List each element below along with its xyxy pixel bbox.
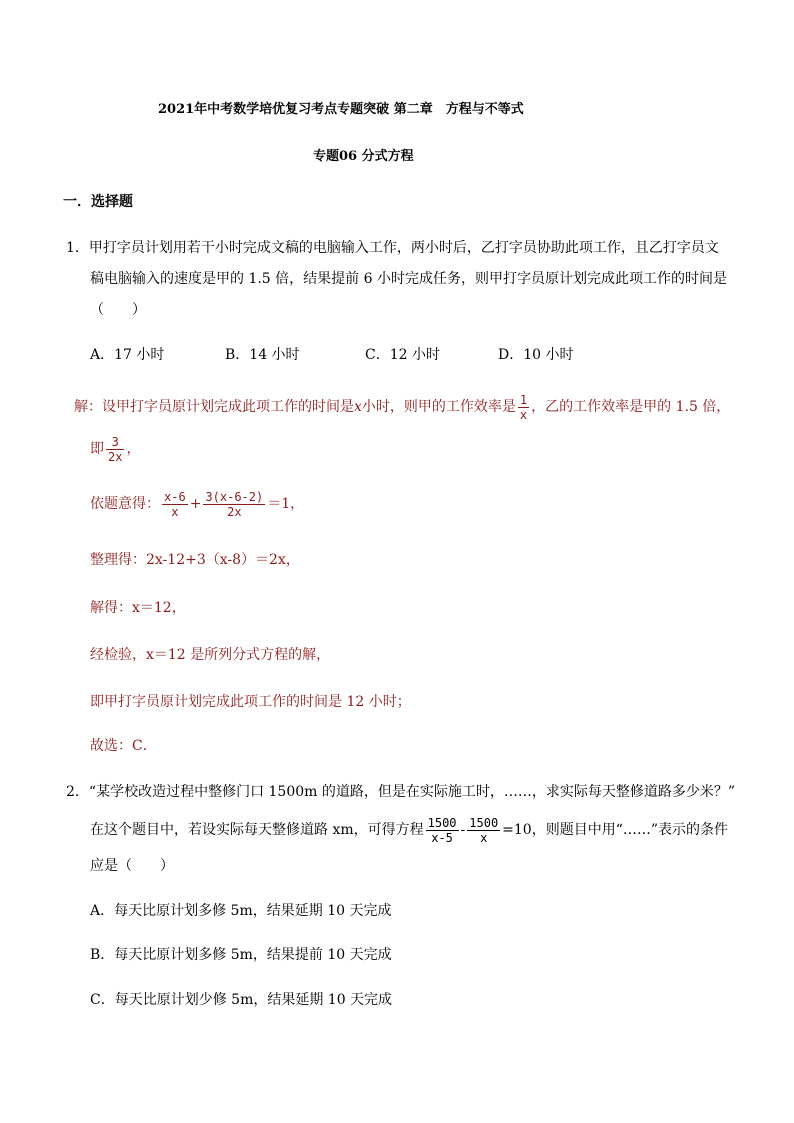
question-text: =10，则题目中用“……”表示的条件 (502, 822, 729, 838)
fraction-numerator: 1500 (469, 815, 499, 830)
q1-solution-line7: 即甲打字员原计划完成此项工作的时间是 12 小时； (90, 694, 411, 710)
fraction-numerator: 1 (519, 392, 528, 407)
q1-stem-line3: （ ） (90, 302, 146, 318)
fraction-numerator: 3(x-6-2) (205, 489, 264, 504)
q2-stem-line1: 2．“某学校改造过程中整修门口 1500m 的道路，但是在实际施工时，……，求实际每天整修道路多少米？” (66, 784, 736, 800)
fraction-numerator: x-6 (164, 489, 186, 504)
fraction-x-minus-6-over-x (162, 490, 188, 519)
q1-stem-line1: 1．甲打字员计划用若干小时完成文稿的电脑输入工作，两小时后，乙打字员协助此项工作，且乙打字员文 (66, 240, 719, 256)
q2-option-c: C．每天比原计划少修 5m，结果延期 10 天完成 (90, 992, 393, 1008)
q1-option-c: C．12 小时 (365, 347, 440, 363)
q1-solution-line1 (74, 390, 730, 424)
fraction-3x-over-2x (203, 490, 265, 519)
plus-sign: + (189, 496, 202, 512)
q2-option-b: B．每天比原计划多修 5m，结果提前 10 天完成 (90, 947, 392, 963)
q1-stem-line2: 稿电脑输入的速度是甲的 1.5 倍，结果提前 6 小时完成任务，则甲打字员原计划完成此项工作的时间是 (90, 271, 727, 287)
fraction-1500-over-x (467, 816, 500, 845)
solution-text: ，乙的工作效率是甲的 1.5 倍， (531, 399, 731, 415)
fraction-1500-over-x-minus-5 (426, 816, 459, 845)
fraction-denominator: x (171, 504, 179, 519)
q2-stem-line3: 应是（ ） (90, 858, 174, 874)
solution-text: 即 (90, 441, 104, 457)
q1-option-b: B．14 小时 (225, 347, 300, 363)
solution-text: ， (126, 441, 141, 457)
q1-solution-line2 (90, 432, 140, 466)
fraction-denominator: 2x (108, 449, 123, 464)
solution-text: 小时，则甲的工作效率是 (361, 399, 516, 415)
question-text: 在这个题目中，若设实际每天整修道路 xm，可得方程 (90, 822, 424, 838)
fraction-numerator: 3 (106, 435, 124, 450)
q1-solution-line3 (90, 487, 304, 521)
minus-sign: - (460, 822, 466, 838)
solution-text: 依题意得： (90, 496, 160, 512)
q1-solution-line4: 整理得：2x-12+3（x-8）＝2x， (90, 552, 300, 568)
q2-stem-line2 (90, 813, 728, 847)
q1-option-a: A．17 小时 (90, 347, 165, 363)
fraction-numerator: 1500 (427, 815, 457, 830)
fraction-3-over-2x (106, 435, 124, 464)
q2-option-a: A．每天比原计划多修 5m，结果延期 10 天完成 (90, 903, 392, 919)
fraction-denominator: 2x (227, 504, 242, 519)
q1-solution-line8: 故选：C． (90, 738, 157, 754)
solution-text: 解：设甲打字员原计划完成此项工作的时间是 (74, 399, 354, 415)
variable-x: x (354, 399, 362, 415)
q1-solution-line6: 经检验，x＝12 是所列分式方程的解， (90, 647, 331, 663)
fraction-denominator: x-5 (431, 830, 453, 845)
q1-solution-line5: 解得：x＝12， (90, 600, 186, 616)
doc-title: 2021年中考数学培优复习考点专题突破 第二章 方程与不等式 (158, 102, 524, 117)
section-heading: 一．选择题 (63, 194, 133, 210)
fraction-1-over-x (518, 393, 529, 422)
doc-subtitle: 专题06 分式方程 (313, 149, 414, 164)
fraction-denominator: x (480, 830, 488, 845)
q1-option-d: D．10 小时 (498, 347, 574, 363)
fraction-denominator: x (519, 407, 528, 422)
solution-text: ＝1， (267, 496, 305, 512)
